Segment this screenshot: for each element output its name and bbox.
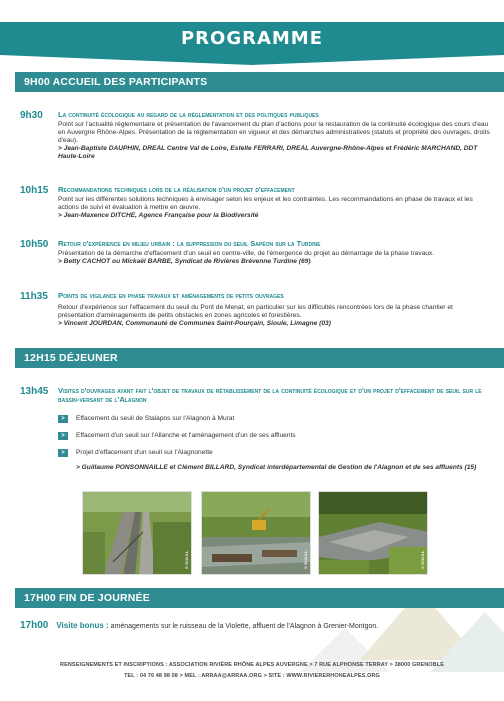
session-time: 10h50	[20, 239, 49, 250]
footer-web: TEL : 04 76 48 98 08 > MEL : ARRAA@ARRAA.ORG > SITE : WWW.RIVIERERHONEALPES.ORG	[124, 673, 380, 679]
session-item	[20, 386, 490, 472]
site-name: Projet d'effacement d'un seuil sur l'Alagnonette	[76, 449, 213, 456]
arrow-icon: >	[58, 449, 68, 457]
photo-credit: ©SIGAL	[420, 549, 425, 570]
session-item	[20, 110, 490, 161]
footer	[0, 660, 504, 682]
session-description: Point sur l'actualité réglementaire et présentation de l'avancement du plan d'actions pour la restauration de la continuité écologique des cours d'eau en Auvergne Rhône-Alpes. Présentation de la réglementation en vigueur et des démarches administratives (statuts et propriété des ouvrages, droits d'eau).	[58, 121, 490, 144]
section-fin: 17H00 FIN DE JOURNÉE	[15, 588, 504, 608]
bonus-label: Visite bonus :	[56, 621, 109, 630]
page-title: PROGRAMME	[180, 28, 324, 49]
bonus-time: 17h00	[20, 620, 49, 631]
session-item	[20, 185, 490, 220]
site-name: Effacement d'un seuil sur l'Allanche et l'aménagement d'un de ses affluents	[76, 432, 296, 439]
session-title: La continuité écologique au regard de la réglementation et des politiques publiques	[58, 110, 319, 119]
section-dejeuner: 12H15 DÉJEUNER	[15, 348, 504, 368]
session-title: Retour d'expérience en milieu urbain : la suppression du seuil Sapéon sur la Turdine	[58, 239, 321, 248]
session-item	[20, 291, 490, 328]
list-item	[58, 444, 490, 461]
session-title: Recommandations techniques lors de la réalisation d'un projet d'effacement	[58, 185, 295, 194]
arrow-icon: >	[58, 432, 68, 440]
bonus-visit	[20, 620, 378, 631]
footer-contact: RENSEIGNEMENTS ET INSCRIPTIONS : ASSOCIATION RIVIÈRE RHÔNE ALPES AUVERGNE > 7 RUE ALPHONSE TERRAY > 38000 GRENOBLE	[60, 662, 444, 668]
session-speaker: > Guillaume PONSONNAILLE et Clément BILLARD, Syndicat interdépartemental de Gestion de l'Alagnon et de ses affluents (15)	[76, 464, 477, 471]
photo-credit: ©SIGAL	[184, 549, 189, 570]
banner-pointer	[0, 55, 504, 65]
arrow-icon: >	[58, 415, 68, 423]
session-speaker: > Betty CACHOT ou Mickaël BARBE, Syndicat de Rivières Brévenne Turdine (69)	[58, 258, 311, 265]
list-item	[58, 410, 490, 427]
session-item	[20, 239, 490, 266]
session-title: Visites d'ouvrages ayant fait l'objet de travaux de rétablissement de la continuité écologique et d'un projet d'effacement de seuil sur le bassin-versant de l'Alagnon	[58, 386, 482, 404]
photo-works	[201, 491, 311, 575]
session-description: Point sur les différentes solutions techniques à envisager selon les enjeux et les contraintes. Les recommandations en phase de travaux et les actions de suivi et évaluation à mettre en œuvre.	[58, 196, 473, 211]
photo-credit: ©SIGAL	[303, 549, 308, 570]
session-speaker: > Vincent JOURDAN, Communauté de Communes Saint-Pourçain, Sioule, Limagne (03)	[58, 320, 331, 327]
session-description: Retour d'expérience sur l'effacement du seuil du Pont de Menat, en particulier sur les difficultés rencontrées lors de la phase chantier et présentation d'aménagements de petits obstacles en zones agricoles et forestières.	[58, 304, 453, 319]
session-time: 11h35	[20, 291, 48, 302]
site-name: Effacement du seuil de Stalapos sur l'Alagnon à Murat	[76, 415, 235, 422]
list-item	[58, 427, 490, 444]
session-title: Points de vigilance en phase travaux et aménagements de petits ouvrages	[58, 291, 284, 300]
bonus-text: aménagements sur le ruisseau de la Violette, affluent de l'Alagnon à Grenier-Montgon.	[108, 623, 379, 630]
site-list	[58, 410, 490, 461]
session-description: Présentation de la démarche d'effacement d'un seuil en centre-ville, de l'émergence du projet au démarrage de la phase travaux.	[58, 250, 435, 257]
programme-banner	[0, 22, 504, 55]
session-time: 9h30	[20, 110, 43, 121]
session-time: 13h45	[20, 386, 49, 397]
photo-river	[318, 491, 428, 575]
photo-strip	[0, 491, 504, 577]
section-accueil: 9H00 ACCUEIL DES PARTICIPANTS	[15, 72, 504, 92]
photo-fish-pass	[82, 491, 192, 575]
session-speaker: > Jean-Baptiste DAUPHIN, DREAL Centre Val de Loire, Estelle FERRARI, DREAL Auvergne-Rhône-Alpes et Frédéric MARCHAND, DDT Haute-Loire	[58, 145, 478, 160]
session-speaker: > Jean-Maxence DITCHE, Agence Française pour la Biodiversité	[58, 212, 259, 219]
session-time: 10h15	[20, 185, 49, 196]
